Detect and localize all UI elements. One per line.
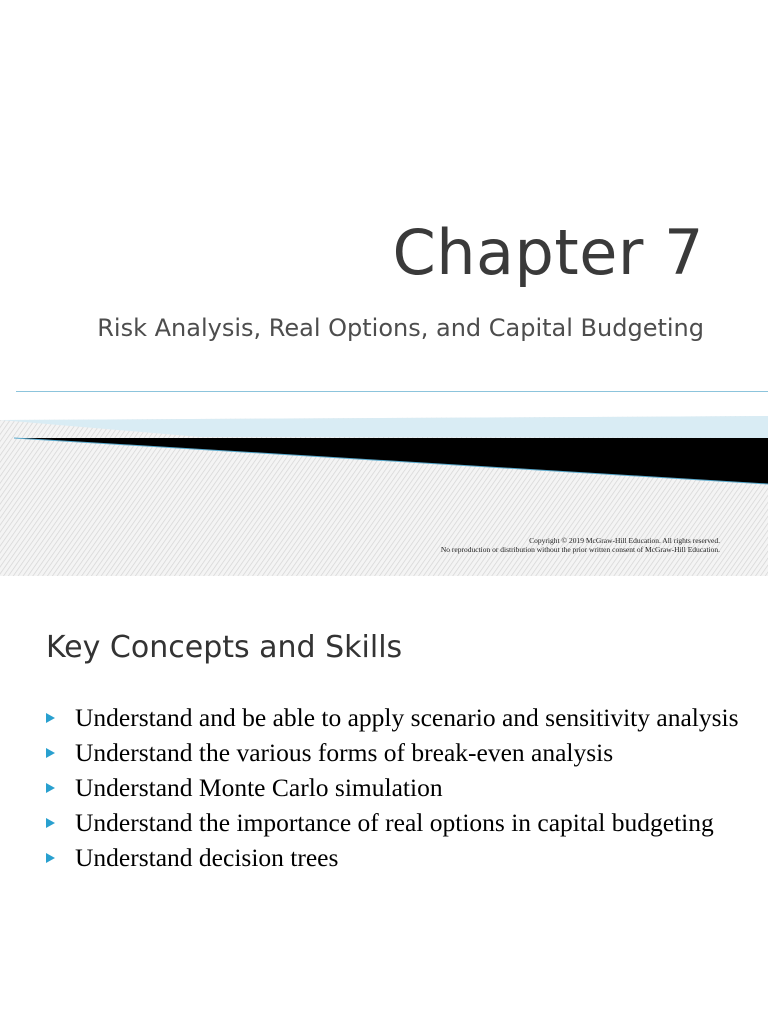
triangle-bullet-icon xyxy=(46,713,55,723)
content-slide-title: Key Concepts and Skills xyxy=(46,630,403,665)
bullet-item xyxy=(46,842,746,874)
bullet-item xyxy=(46,807,746,839)
bullet-text: Understand and be able to apply scenario and sensitivity analysis xyxy=(75,703,739,732)
bullet-item xyxy=(46,737,746,769)
bullet-text: Understand decision trees xyxy=(75,843,339,872)
slide-subtitle: Risk Analysis, Real Options, and Capital Budgeting xyxy=(97,314,704,342)
slide-title: Chapter 7 xyxy=(392,216,704,289)
triangle-bullet-icon xyxy=(46,783,55,793)
bullet-item xyxy=(46,772,746,804)
copyright-notice xyxy=(441,536,720,555)
triangle-bullet-icon xyxy=(46,748,55,758)
bullet-text: Understand the importance of real options in capital budgeting xyxy=(75,808,714,837)
bullet-text: Understand Monte Carlo simulation xyxy=(75,773,443,802)
bullet-list xyxy=(46,702,746,877)
triangle-bullet-icon xyxy=(46,818,55,828)
triangle-bullet-icon xyxy=(46,853,55,863)
white-wedge xyxy=(0,392,768,420)
copyright-line-1: Copyright © 2019 McGraw-Hill Education. All rights reserved. xyxy=(529,536,720,545)
copyright-line-2: No reproduction or distribution without the prior written consent of McGraw-Hill Education. xyxy=(440,545,720,555)
bullet-item xyxy=(46,702,746,734)
content-slide xyxy=(0,576,768,1024)
bullet-text: Understand the various forms of break-even analysis xyxy=(75,738,614,767)
